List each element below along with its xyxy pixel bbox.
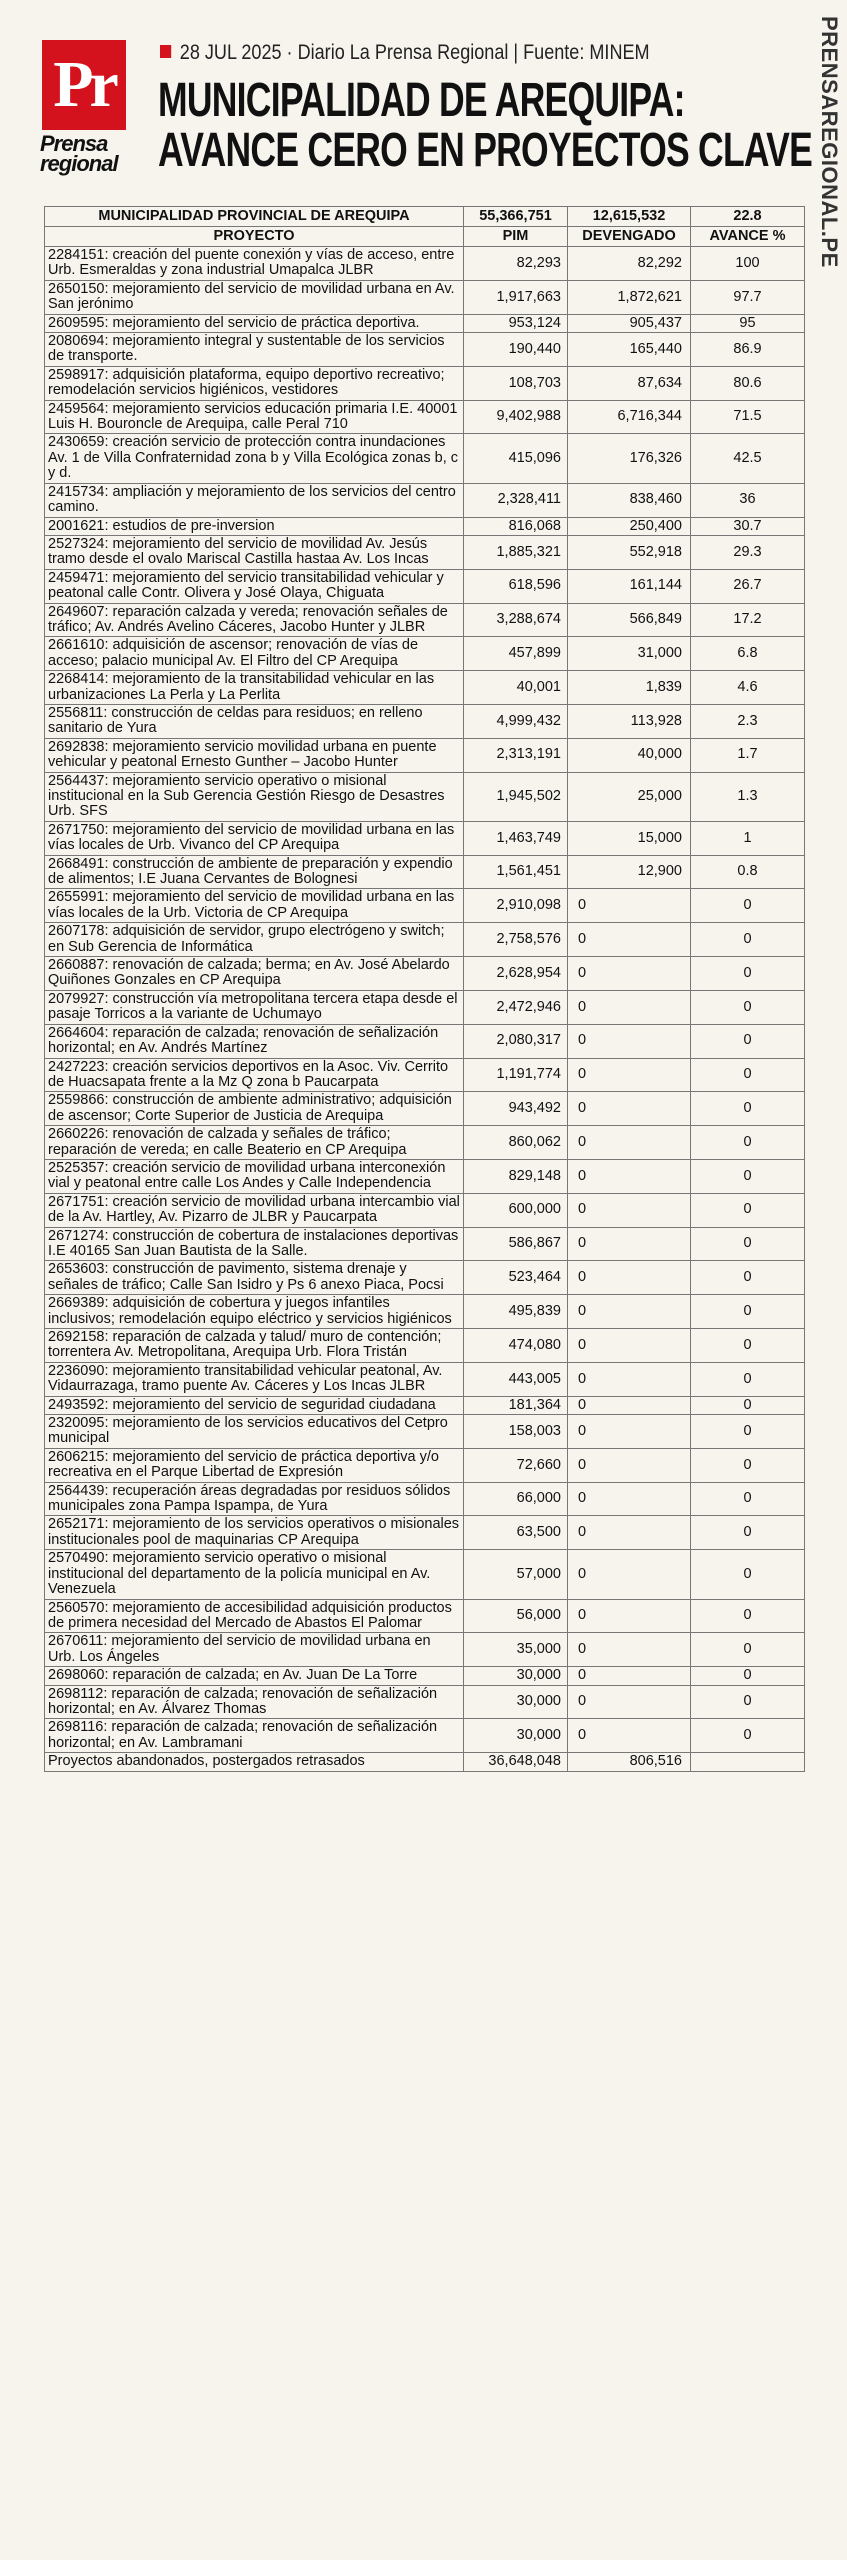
project-name-cell: 2459471: mejoramiento del servicio transitabilidad vehicular y peatonal calle Contr. Olivera y José Olaya, Chiguata xyxy=(45,569,464,603)
table-row xyxy=(45,314,805,332)
table-row xyxy=(45,855,805,889)
devengado-cell: 176,326 xyxy=(568,434,691,483)
project-name-cell: 2671751: creación servicio de movilidad urbana intercambio vial de la Av. Hartley, Av. Pizarro de JLBR y Paucarpata xyxy=(45,1193,464,1227)
dateline-text: 28 JUL 2025 · Diario La Prensa Regional | Fuente: MINEM xyxy=(179,41,650,64)
table-row xyxy=(45,1126,805,1160)
table-row xyxy=(45,1329,805,1363)
devengado-cell: 0 xyxy=(568,1092,691,1126)
pim-cell: 443,005 xyxy=(464,1362,568,1396)
table-row xyxy=(45,434,805,483)
table-row xyxy=(45,889,805,923)
avance-cell: 0 xyxy=(691,923,805,957)
project-name-cell: 2669389: adquisición de cobertura y juegos infantiles inclusivos; remodelación equipo eléctrico y servicios higiénicos xyxy=(45,1295,464,1329)
table-row xyxy=(45,772,805,821)
project-name-cell: 2692838: mejoramiento servicio movilidad urbana en puente vehicular y peatonal Ernesto Gunther – Jacobo Hunter xyxy=(45,738,464,772)
avance-cell: 26.7 xyxy=(691,569,805,603)
project-name-cell: 2564437: mejoramiento servicio operativo o misional institucional en la Sub Gerencia Gestión Riesgo de Desastres Urb. SFS xyxy=(45,772,464,821)
pim-cell: 2,313,191 xyxy=(464,738,568,772)
avance-cell: 36 xyxy=(691,483,805,517)
table-row xyxy=(45,483,805,517)
avance-cell: 0 xyxy=(691,1159,805,1193)
project-name-cell: 2525357: creación servicio de movilidad urbana interconexión vial y peatonal entre calle Los Andes y Calle Independencia xyxy=(45,1159,464,1193)
pim-cell: 63,500 xyxy=(464,1516,568,1550)
project-name-cell: 2415734: ampliación y mejoramiento de los servicios del centro camino. xyxy=(45,483,464,517)
project-name-cell: 2430659: creación servicio de protección contra inundaciones Av. 1 de Villa Confraternidad zona b y Villa Ecológica zonas b, c y d. xyxy=(45,434,464,483)
table-row xyxy=(45,637,805,671)
devengado-cell: 0 xyxy=(568,1193,691,1227)
avance-cell: 0 xyxy=(691,1633,805,1667)
project-name-cell: 2661610: adquisición de ascensor; renovación de vías de acceso; palacio municipal Av. El Filtro del CP Arequipa xyxy=(45,637,464,671)
devengado-cell: 0 xyxy=(568,1396,691,1414)
avance-cell: 0 xyxy=(691,1058,805,1092)
devengado-cell: 0 xyxy=(568,1058,691,1092)
devengado-cell: 0 xyxy=(568,1482,691,1516)
project-name-cell: 2660887: renovación de calzada; berma; en Av. José Abelardo Quiñones Gonzales en CP Arequipa xyxy=(45,957,464,991)
pim-cell: 56,000 xyxy=(464,1599,568,1633)
avance-cell: 0.8 xyxy=(691,855,805,889)
pim-cell: 1,885,321 xyxy=(464,535,568,569)
summary-devengado: 12,615,532 xyxy=(568,207,691,227)
project-name-cell: 2698060: reparación de calzada; en Av. Juan De La Torre xyxy=(45,1667,464,1685)
avance-cell: 0 xyxy=(691,1261,805,1295)
project-name-cell: 2284151: creación del puente conexión y vías de acceso, entre Urb. Esmeraldas y zona industrial Umapalca JLBR xyxy=(45,247,464,281)
pim-cell: 953,124 xyxy=(464,314,568,332)
pim-cell: 457,899 xyxy=(464,637,568,671)
table-row xyxy=(45,1193,805,1227)
devengado-cell: 0 xyxy=(568,1126,691,1160)
logo-word-prensa: Prensa xyxy=(40,131,108,156)
avance-cell: 0 xyxy=(691,1126,805,1160)
devengado-cell: 6,716,344 xyxy=(568,400,691,434)
avance-cell: 0 xyxy=(691,1396,805,1414)
pim-cell: 1,463,749 xyxy=(464,821,568,855)
pim-cell: 474,080 xyxy=(464,1329,568,1363)
avance-cell: 2.3 xyxy=(691,704,805,738)
pim-cell: 40,001 xyxy=(464,671,568,705)
table-row xyxy=(45,1415,805,1449)
table-row xyxy=(45,247,805,281)
devengado-cell: 0 xyxy=(568,1024,691,1058)
table-row xyxy=(45,517,805,535)
project-name-cell: 2692158: reparación de calzada y talud/ muro de contención; torrentera Av. Metropolitana, Arequipa Urb. Flora Tristán xyxy=(45,1329,464,1363)
table-row xyxy=(45,1058,805,1092)
pim-cell: 108,703 xyxy=(464,366,568,400)
pim-cell: 1,917,663 xyxy=(464,280,568,314)
devengado-cell: 161,144 xyxy=(568,569,691,603)
project-name-cell: 2079927: construcción vía metropolitana tercera etapa desde el pasaje Torricos a la variante de Uchumayo xyxy=(45,990,464,1024)
devengado-cell: 0 xyxy=(568,1329,691,1363)
table-row xyxy=(45,1295,805,1329)
project-name-cell: 2609595: mejoramiento del servicio de práctica deportiva. xyxy=(45,314,464,332)
table-row xyxy=(45,400,805,434)
project-name-cell: 2671274: construcción de cobertura de instalaciones deportivas I.E 40165 San Juan Bautista de la Salle. xyxy=(45,1227,464,1261)
project-name-cell: 2320095: mejoramiento de los servicios educativos del Cetpro municipal xyxy=(45,1415,464,1449)
logo-mark: Pr xyxy=(53,48,115,121)
project-name-cell: 2698116: reparación de calzada; renovación de señalización horizontal; en Av. Lambramani xyxy=(45,1719,464,1753)
table-row xyxy=(45,1362,805,1396)
table-row xyxy=(45,333,805,367)
devengado-cell: 0 xyxy=(568,1295,691,1329)
avance-cell: 0 xyxy=(691,1482,805,1516)
headline xyxy=(158,76,824,176)
project-name-cell: 2560570: mejoramiento de accesibilidad adquisición productos de primera necesidad del Mercado de Abastos El Palomar xyxy=(45,1599,464,1633)
project-name-cell: 2236090: mejoramiento transitabilidad vehicular peatonal, Av. Vidaurrazaga, tramo puente Av. Cáceres y Los Incas JLBR xyxy=(45,1362,464,1396)
table-row xyxy=(45,671,805,705)
devengado-cell: 838,460 xyxy=(568,483,691,517)
avance-cell: 1 xyxy=(691,821,805,855)
pim-cell: 523,464 xyxy=(464,1261,568,1295)
pim-cell: 2,328,411 xyxy=(464,483,568,517)
col-header-proyecto: PROYECTO xyxy=(45,227,464,247)
devengado-cell: 905,437 xyxy=(568,314,691,332)
pim-cell: 9,402,988 xyxy=(464,400,568,434)
devengado-cell: 15,000 xyxy=(568,821,691,855)
table-row xyxy=(45,1550,805,1599)
table-row xyxy=(45,923,805,957)
pim-cell: 1,191,774 xyxy=(464,1058,568,1092)
table-row xyxy=(45,1448,805,1482)
projects-table xyxy=(44,206,805,1772)
pim-cell: 2,628,954 xyxy=(464,957,568,991)
avance-cell: 0 xyxy=(691,889,805,923)
prensa-regional-logo xyxy=(42,40,126,130)
devengado-cell: 12,900 xyxy=(568,855,691,889)
footer-label: Proyectos abandonados, postergados retrasados xyxy=(45,1753,464,1771)
project-name-cell: 2670611: mejoramiento del servicio de movilidad urbana en Urb. Los Ángeles xyxy=(45,1633,464,1667)
avance-cell: 0 xyxy=(691,1448,805,1482)
table-row xyxy=(45,704,805,738)
pim-cell: 600,000 xyxy=(464,1193,568,1227)
pim-cell: 4,999,432 xyxy=(464,704,568,738)
projects-table-container xyxy=(44,206,804,1772)
devengado-cell: 82,292 xyxy=(568,247,691,281)
avance-cell: 0 xyxy=(691,1024,805,1058)
avance-cell: 0 xyxy=(691,990,805,1024)
pim-cell: 415,096 xyxy=(464,434,568,483)
project-name-cell: 2268414: mejoramiento de la transitabilidad vehicular en las urbanizaciones La Perla y La Perlita xyxy=(45,671,464,705)
pim-cell: 2,472,946 xyxy=(464,990,568,1024)
devengado-cell: 1,839 xyxy=(568,671,691,705)
table-row xyxy=(45,990,805,1024)
project-name-cell: 2527324: mejoramiento del servicio de movilidad Av. Jesús tramo desde el ovalo Mariscal Castilla hastaa Av. Los Incas xyxy=(45,535,464,569)
avance-cell: 42.5 xyxy=(691,434,805,483)
table-row xyxy=(45,1599,805,1633)
devengado-cell: 0 xyxy=(568,1667,691,1685)
table-row xyxy=(45,1092,805,1126)
table-row xyxy=(45,1516,805,1550)
side-brand-url: PRENSAREGIONAL.PE xyxy=(817,16,842,268)
avance-cell: 0 xyxy=(691,1295,805,1329)
pim-cell: 816,068 xyxy=(464,517,568,535)
project-name-cell: 2664604: reparación de calzada; renovación de señalización horizontal; en Av. Andrés Martínez xyxy=(45,1024,464,1058)
table-row xyxy=(45,1024,805,1058)
devengado-cell: 113,928 xyxy=(568,704,691,738)
avance-cell: 1.7 xyxy=(691,738,805,772)
table-row xyxy=(45,1261,805,1295)
avance-cell: 1.3 xyxy=(691,772,805,821)
pim-cell: 618,596 xyxy=(464,569,568,603)
project-name-cell: 2698112: reparación de calzada; renovación de señalización horizontal; en Av. Álvarez Thomas xyxy=(45,1685,464,1719)
table-row xyxy=(45,957,805,991)
project-name-cell: 2660226: renovación de calzada y señales de tráfico; reparación de vereda; en calle Beaterio en CP Arequipa xyxy=(45,1126,464,1160)
avance-cell: 4.6 xyxy=(691,671,805,705)
footer-devengado: 806,516 xyxy=(568,1753,691,1771)
avance-cell: 0 xyxy=(691,1719,805,1753)
devengado-cell: 40,000 xyxy=(568,738,691,772)
devengado-cell: 87,634 xyxy=(568,366,691,400)
footer-row xyxy=(45,1753,805,1771)
devengado-cell: 0 xyxy=(568,1633,691,1667)
avance-cell: 6.8 xyxy=(691,637,805,671)
devengado-cell: 0 xyxy=(568,1362,691,1396)
project-name-cell: 2668491: construcción de ambiente de preparación y expendio de alimentos; I.E Juana Cervantes de Bolognesi xyxy=(45,855,464,889)
devengado-cell: 0 xyxy=(568,1227,691,1261)
pim-cell: 66,000 xyxy=(464,1482,568,1516)
table-row xyxy=(45,569,805,603)
table-row xyxy=(45,1396,805,1414)
headline-line-1: MUNICIPALIDAD DE AREQUIPA: xyxy=(158,74,685,127)
table-row xyxy=(45,738,805,772)
project-name-cell: 2607178: adquisición de servidor, grupo electrógeno y switch; en Sub Gerencia de Informática xyxy=(45,923,464,957)
avance-cell: 100 xyxy=(691,247,805,281)
pim-cell: 82,293 xyxy=(464,247,568,281)
devengado-cell: 1,872,621 xyxy=(568,280,691,314)
project-name-cell: 2427223: creación servicios deportivos en la Asoc. Viv. Cerrito de Huacsapata frente a la Mz Q zona b Paucarpata xyxy=(45,1058,464,1092)
avance-cell: 86.9 xyxy=(691,333,805,367)
devengado-cell: 0 xyxy=(568,1599,691,1633)
pim-cell: 30,000 xyxy=(464,1667,568,1685)
table-row xyxy=(45,1482,805,1516)
devengado-cell: 552,918 xyxy=(568,535,691,569)
logo-word-regional: regional xyxy=(40,151,118,176)
table-row xyxy=(45,280,805,314)
table-row xyxy=(45,366,805,400)
dateline xyxy=(160,38,650,68)
footer-avance xyxy=(691,1753,805,1771)
devengado-cell: 0 xyxy=(568,1550,691,1599)
project-name-cell: 2556811: construcción de celdas para residuos; en relleno sanitario de Yura xyxy=(45,704,464,738)
devengado-cell: 25,000 xyxy=(568,772,691,821)
devengado-cell: 0 xyxy=(568,1685,691,1719)
avance-cell: 0 xyxy=(691,1685,805,1719)
avance-cell: 0 xyxy=(691,1092,805,1126)
table-row xyxy=(45,1667,805,1685)
devengado-cell: 250,400 xyxy=(568,517,691,535)
devengado-cell: 0 xyxy=(568,889,691,923)
red-square-icon xyxy=(160,45,171,58)
project-name-cell: 2493592: mejoramiento del servicio de seguridad ciudadana xyxy=(45,1396,464,1414)
pim-cell: 943,492 xyxy=(464,1092,568,1126)
pim-cell: 3,288,674 xyxy=(464,603,568,637)
pim-cell: 190,440 xyxy=(464,333,568,367)
devengado-cell: 0 xyxy=(568,1719,691,1753)
project-name-cell: 2564439: recuperación áreas degradadas por residuos sólidos municipales zona Pampa Ispampa, de Yura xyxy=(45,1482,464,1516)
avance-cell: 0 xyxy=(691,957,805,991)
table-row xyxy=(45,1159,805,1193)
avance-cell: 17.2 xyxy=(691,603,805,637)
summary-row xyxy=(45,207,805,227)
avance-cell: 97.7 xyxy=(691,280,805,314)
avance-cell: 0 xyxy=(691,1329,805,1363)
avance-cell: 0 xyxy=(691,1415,805,1449)
logo-wordmark xyxy=(40,131,132,176)
summary-avance: 22.8 xyxy=(691,207,805,227)
pim-cell: 72,660 xyxy=(464,1448,568,1482)
pim-cell: 158,003 xyxy=(464,1415,568,1449)
devengado-cell: 0 xyxy=(568,957,691,991)
project-name-cell: 2080694: mejoramiento integral y sustentable de los servicios de transporte. xyxy=(45,333,464,367)
table-row xyxy=(45,603,805,637)
avance-cell: 0 xyxy=(691,1516,805,1550)
pim-cell: 30,000 xyxy=(464,1719,568,1753)
devengado-cell: 0 xyxy=(568,1159,691,1193)
project-name-cell: 2671750: mejoramiento del servicio de movilidad urbana en las vías locales de Urb. Vivanco del CP Arequipa xyxy=(45,821,464,855)
project-name-cell: 2655991: mejoramiento del servicio de movilidad urbana en las vías locales de la Urb. Victoria de CP Arequipa xyxy=(45,889,464,923)
project-name-cell: 2606215: mejoramiento del servicio de práctica deportiva y/o recreativa en el Parque Libertad de Expresión xyxy=(45,1448,464,1482)
avance-cell: 0 xyxy=(691,1227,805,1261)
col-header-pim: PIM xyxy=(464,227,568,247)
avance-cell: 0 xyxy=(691,1667,805,1685)
pim-cell: 1,561,451 xyxy=(464,855,568,889)
project-name-cell: 2653603: construcción de pavimento, sistema drenaje y señales de tráfico; Calle San Isidro y Ps 6 anexo Piaca, Pocsi xyxy=(45,1261,464,1295)
project-name-cell: 2650150: mejoramiento del servicio de movilidad urbana en Av. San jerónimo xyxy=(45,280,464,314)
pim-cell: 2,910,098 xyxy=(464,889,568,923)
pim-cell: 586,867 xyxy=(464,1227,568,1261)
avance-cell: 95 xyxy=(691,314,805,332)
avance-cell: 0 xyxy=(691,1362,805,1396)
footer-pim: 36,648,048 xyxy=(464,1753,568,1771)
pim-cell: 1,945,502 xyxy=(464,772,568,821)
pim-cell: 860,062 xyxy=(464,1126,568,1160)
avance-cell: 80.6 xyxy=(691,366,805,400)
table-row xyxy=(45,1685,805,1719)
devengado-cell: 0 xyxy=(568,1448,691,1482)
summary-pim: 55,366,751 xyxy=(464,207,568,227)
devengado-cell: 0 xyxy=(568,1415,691,1449)
pim-cell: 57,000 xyxy=(464,1550,568,1599)
project-name-cell: 2570490: mejoramiento servicio operativo o misional institucional del departamento de la policía municipal en Av. Venezuela xyxy=(45,1550,464,1599)
devengado-cell: 0 xyxy=(568,923,691,957)
avance-cell: 30.7 xyxy=(691,517,805,535)
project-name-cell: 2598917: adquisición plataforma, equipo deportivo recreativo; remodelación servicios higiénicos, vestidores xyxy=(45,366,464,400)
table-row xyxy=(45,1633,805,1667)
devengado-cell: 31,000 xyxy=(568,637,691,671)
devengado-cell: 165,440 xyxy=(568,333,691,367)
headline-line-2: AVANCE CERO EN PROYECTOS CLAVE xyxy=(158,124,813,177)
pim-cell: 495,839 xyxy=(464,1295,568,1329)
devengado-cell: 0 xyxy=(568,1261,691,1295)
col-header-avance: AVANCE % xyxy=(691,227,805,247)
table-row xyxy=(45,1227,805,1261)
summary-entity: MUNICIPALIDAD PROVINCIAL DE AREQUIPA xyxy=(45,207,464,227)
project-name-cell: 2649607: reparación calzada y vereda; renovación señales de tráfico; Av. Andrés Avelino Cáceres, Jacobo Hunter y JLBR xyxy=(45,603,464,637)
pim-cell: 30,000 xyxy=(464,1685,568,1719)
project-name-cell: 2001621: estudios de pre-inversion xyxy=(45,517,464,535)
avance-cell: 0 xyxy=(691,1599,805,1633)
devengado-cell: 566,849 xyxy=(568,603,691,637)
header-row xyxy=(45,227,805,247)
table-row xyxy=(45,821,805,855)
avance-cell: 71.5 xyxy=(691,400,805,434)
table-row xyxy=(45,535,805,569)
avance-cell: 0 xyxy=(691,1550,805,1599)
project-name-cell: 2652171: mejoramiento de los servicios operativos o misionales institucionales pool de maquinarias CP Arequipa xyxy=(45,1516,464,1550)
pim-cell: 35,000 xyxy=(464,1633,568,1667)
avance-cell: 29.3 xyxy=(691,535,805,569)
col-header-devengado: DEVENGADO xyxy=(568,227,691,247)
pim-cell: 2,758,576 xyxy=(464,923,568,957)
project-name-cell: 2459564: mejoramiento servicios educación primaria I.E. 40001 Luis H. Bouroncle de Arequipa, calle Peral 710 xyxy=(45,400,464,434)
avance-cell: 0 xyxy=(691,1193,805,1227)
project-name-cell: 2559866: construcción de ambiente administrativo; adquisición de ascensor; Corte Superior de Justicia de Arequipa xyxy=(45,1092,464,1126)
pim-cell: 181,364 xyxy=(464,1396,568,1414)
devengado-cell: 0 xyxy=(568,990,691,1024)
table-row xyxy=(45,1719,805,1753)
devengado-cell: 0 xyxy=(568,1516,691,1550)
pim-cell: 829,148 xyxy=(464,1159,568,1193)
pim-cell: 2,080,317 xyxy=(464,1024,568,1058)
